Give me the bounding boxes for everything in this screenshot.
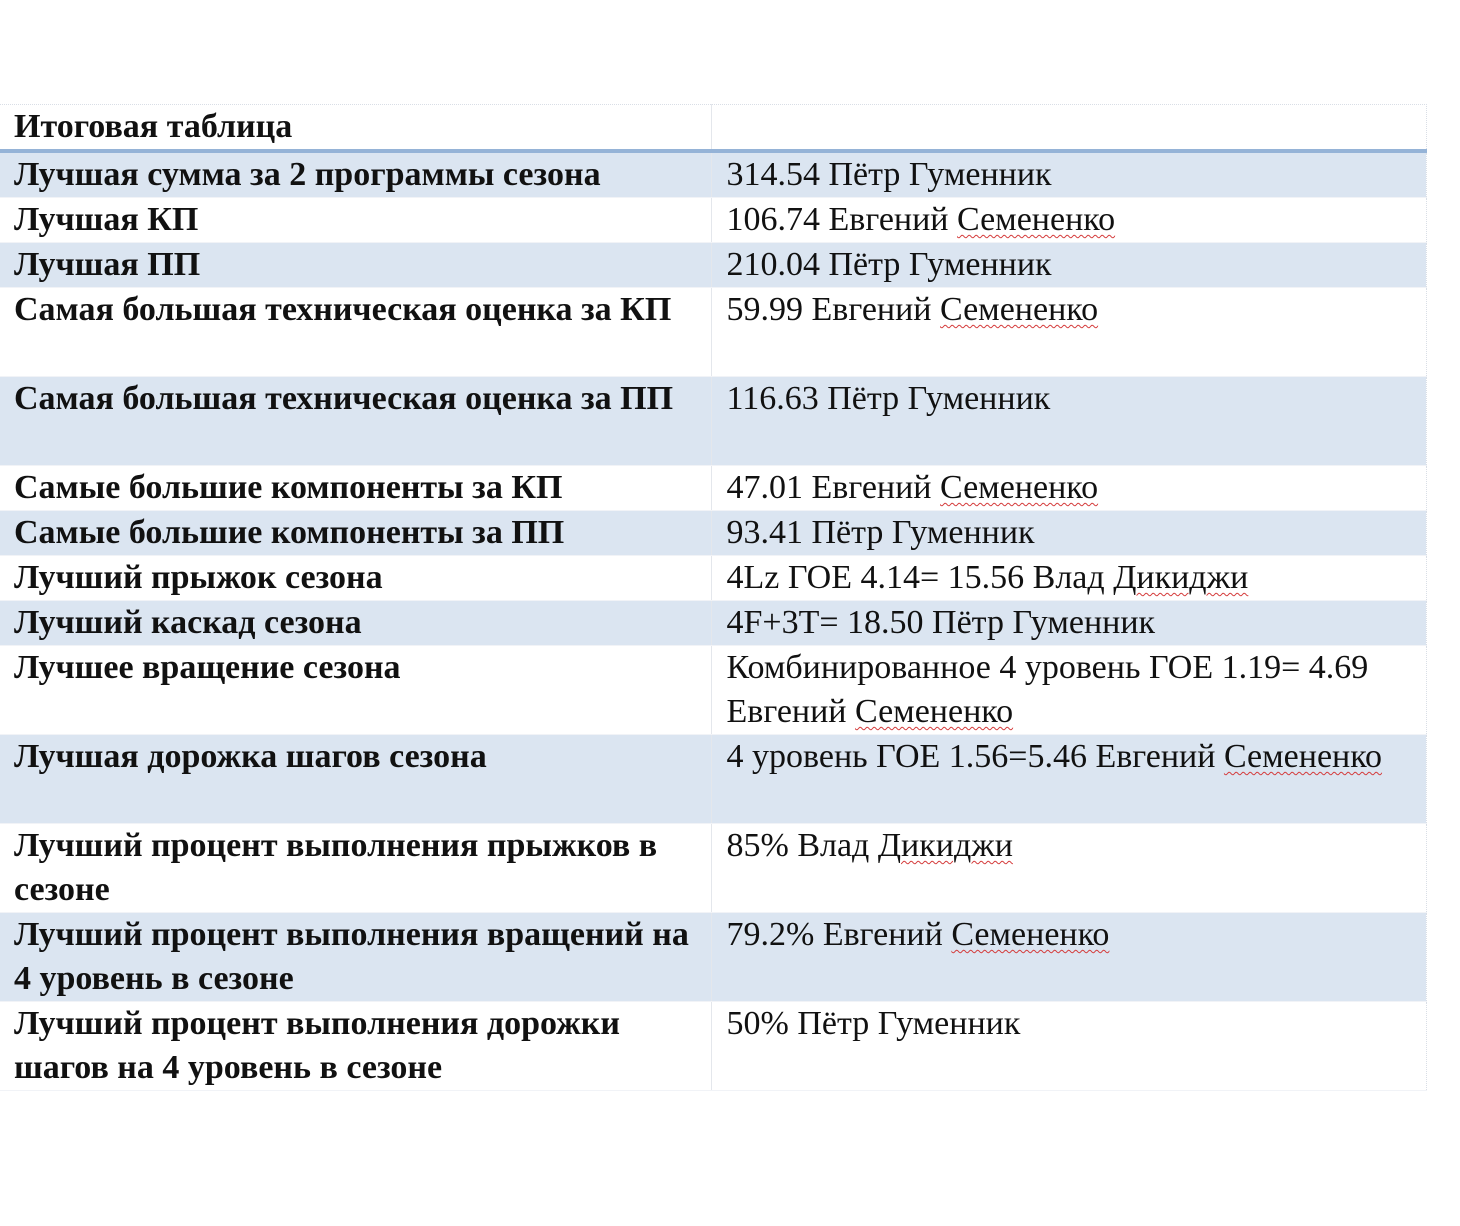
row-value (711, 913, 1426, 1002)
row-label: Лучший каскад сезона (0, 601, 711, 646)
table-row (0, 198, 1426, 243)
row-label: Лучшая КП (0, 198, 711, 243)
value-text: 4 уровень ГОЕ 1.56=5.46 Евгений (726, 738, 1224, 775)
value-text: 116.63 Пётр Гуменник (726, 380, 1051, 417)
value-text: 4Lz ГОЕ 4.14= 15.56 Влад (726, 559, 1114, 596)
value-text: 210.04 Пётр Гуменник (726, 246, 1052, 283)
value-text: 79.2% Евгений (726, 916, 952, 953)
row-value (711, 288, 1426, 377)
summary-table (0, 104, 1427, 1091)
table-row (0, 243, 1426, 288)
value-flagged-word: Семененко (951, 916, 1110, 953)
value-flagged-word: Семененко (940, 291, 1099, 328)
table-row (0, 151, 1426, 198)
value-text: 47.01 Евгений (726, 469, 940, 506)
table-row (0, 824, 1426, 913)
value-flagged-word: Дикиджи (877, 827, 1013, 864)
value-text: 59.99 Евгений (726, 291, 940, 328)
row-label: Самые большие компоненты за ПП (0, 511, 711, 556)
row-value (711, 1002, 1426, 1091)
row-label: Лучшее вращение сезона (0, 646, 711, 735)
row-value (711, 377, 1426, 466)
row-value (711, 601, 1426, 646)
value-flagged-word: Семененко (1223, 738, 1383, 775)
row-label: Лучшая дорожка шагов сезона (0, 735, 711, 824)
row-value (711, 243, 1426, 288)
table-header-empty-cell (711, 105, 1426, 152)
table-row (0, 466, 1426, 511)
row-label: Лучший процент выполнения вращений на 4 уровень в сезоне (0, 913, 711, 1002)
table-row (0, 556, 1426, 601)
row-value (711, 511, 1426, 556)
table-row (0, 913, 1426, 1002)
table-row (0, 288, 1426, 377)
row-label: Самая большая техническая оценка за ПП (0, 377, 711, 466)
table-row (0, 377, 1426, 466)
row-label: Самая большая техническая оценка за КП (0, 288, 711, 377)
row-label: Лучшая ПП (0, 243, 711, 288)
table-row (0, 646, 1426, 735)
value-text: 85% Влад (726, 827, 878, 864)
table-header-row (0, 105, 1426, 152)
row-value (711, 466, 1426, 511)
value-flagged-word: Дикиджи (1113, 559, 1249, 596)
row-label: Лучший процент выполнения прыжков в сезоне (0, 824, 711, 913)
row-label: Самые большие компоненты за КП (0, 466, 711, 511)
row-label: Лучший процент выполнения дорожки шагов на 4 уровень в сезоне (0, 1002, 711, 1091)
table-row (0, 511, 1426, 556)
row-value (711, 646, 1426, 735)
table-title: Итоговая таблица (0, 105, 711, 152)
row-value (711, 198, 1426, 243)
row-value (711, 824, 1426, 913)
row-value (711, 735, 1426, 824)
table-row (0, 601, 1426, 646)
row-label: Лучшая сумма за 2 программы сезона (0, 151, 711, 198)
value-text: Комбинированное 4 уровень ГОЕ 1.19= 4.69 Евгений (726, 649, 1369, 730)
value-flagged-word: Семененко (855, 693, 1014, 730)
row-value (711, 151, 1426, 198)
value-text: 93.41 Пётр Гуменник (726, 514, 1035, 551)
table-row (0, 735, 1426, 824)
row-value (711, 556, 1426, 601)
value-text: 50% Пётр Гуменник (726, 1005, 1021, 1042)
value-text: 314.54 Пётр Гуменник (726, 156, 1052, 193)
value-flagged-word: Семененко (957, 201, 1116, 238)
value-text: 4F+3T= 18.50 Пётр Гуменник (726, 604, 1156, 641)
table-row (0, 1002, 1426, 1091)
value-flagged-word: Семененко (940, 469, 1099, 506)
row-label: Лучший прыжок сезона (0, 556, 711, 601)
value-text: 106.74 Евгений (726, 201, 957, 238)
